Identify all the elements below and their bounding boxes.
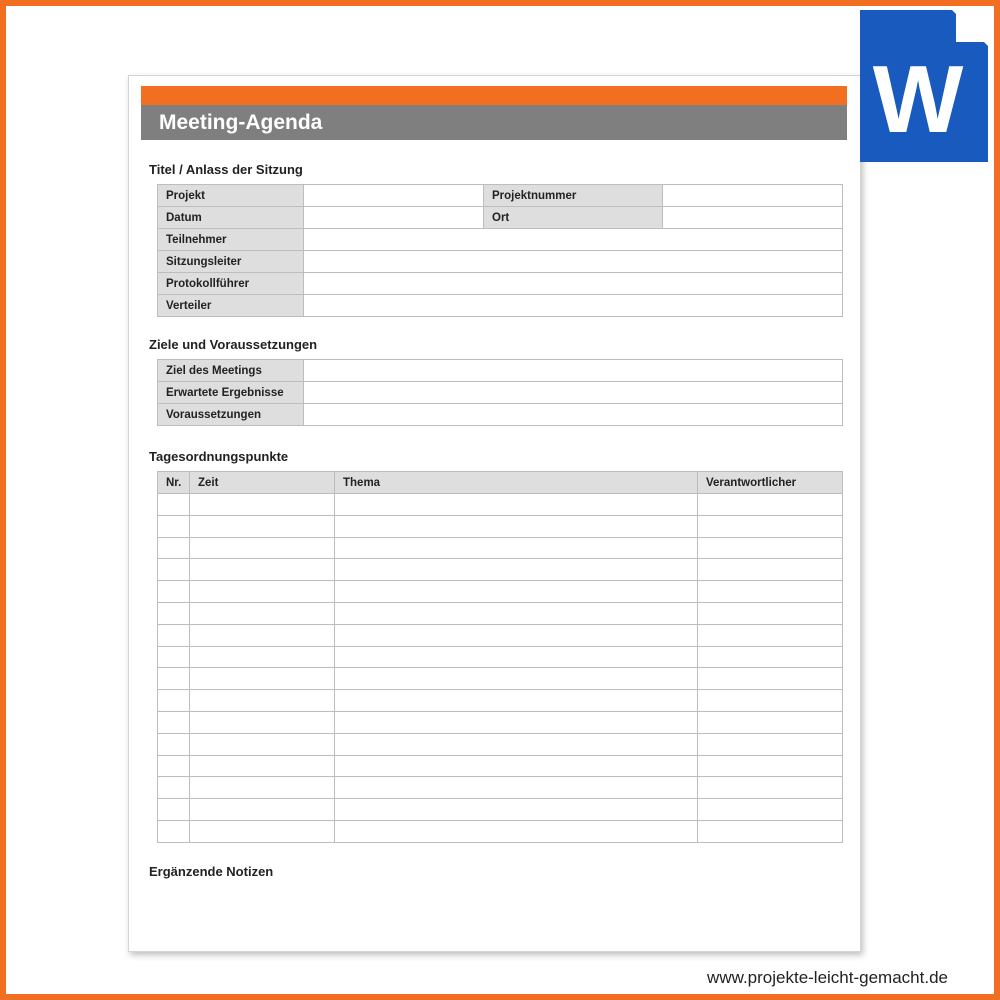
section-title-anlass: Titel / Anlass der Sitzung — [149, 162, 303, 177]
agenda-cell-thema[interactable] — [335, 624, 698, 646]
agenda-cell-zeit[interactable] — [190, 646, 335, 668]
field-sitzungsleiter[interactable] — [304, 251, 843, 273]
table-row — [158, 777, 843, 799]
table-row — [158, 711, 843, 733]
agenda-cell-thema[interactable] — [335, 820, 698, 842]
label-voraussetzungen: Voraussetzungen — [158, 404, 304, 426]
agenda-cell-thema[interactable] — [335, 777, 698, 799]
agenda-cell-zeit[interactable] — [190, 581, 335, 603]
agenda-cell-verantwortlicher[interactable] — [698, 624, 843, 646]
table-row — [158, 602, 843, 624]
field-protokollfuehrer[interactable] — [304, 273, 843, 295]
agenda-cell-zeit[interactable] — [190, 494, 335, 516]
agenda-cell-thema[interactable] — [335, 733, 698, 755]
agenda-cell-verantwortlicher[interactable] — [698, 690, 843, 712]
agenda-cell-zeit[interactable] — [190, 668, 335, 690]
agenda-cell-verantwortlicher[interactable] — [698, 537, 843, 559]
agenda-cell-verantwortlicher[interactable] — [698, 755, 843, 777]
agenda-cell-thema[interactable] — [335, 668, 698, 690]
table-row — [158, 755, 843, 777]
agenda-cell-thema[interactable] — [335, 515, 698, 537]
table-row — [158, 404, 843, 426]
table-row — [158, 207, 843, 229]
table-row — [158, 185, 843, 207]
agenda-cell-nr[interactable] — [158, 799, 190, 821]
label-ort: Ort — [484, 207, 663, 229]
agenda-cell-thema[interactable] — [335, 755, 698, 777]
agenda-cell-verantwortlicher[interactable] — [698, 711, 843, 733]
agenda-cell-zeit[interactable] — [190, 820, 335, 842]
agenda-cell-thema[interactable] — [335, 602, 698, 624]
agenda-cell-nr[interactable] — [158, 581, 190, 603]
table-row — [158, 559, 843, 581]
field-ort[interactable] — [663, 207, 843, 229]
agenda-cell-nr[interactable] — [158, 777, 190, 799]
agenda-body — [158, 494, 843, 843]
agenda-cell-zeit[interactable] — [190, 602, 335, 624]
label-protokollfuehrer: Protokollführer — [158, 273, 304, 295]
agenda-cell-zeit[interactable] — [190, 690, 335, 712]
agenda-cell-nr[interactable] — [158, 733, 190, 755]
agenda-table — [157, 471, 843, 843]
table-row — [158, 799, 843, 821]
agenda-cell-nr[interactable] — [158, 668, 190, 690]
agenda-cell-zeit[interactable] — [190, 537, 335, 559]
column-header-nr: Nr. — [158, 472, 190, 494]
field-verteiler[interactable] — [304, 295, 843, 317]
agenda-cell-verantwortlicher[interactable] — [698, 559, 843, 581]
field-ziel[interactable] — [304, 360, 843, 382]
agenda-cell-thema[interactable] — [335, 711, 698, 733]
label-ziel: Ziel des Meetings — [158, 360, 304, 382]
agenda-cell-verantwortlicher[interactable] — [698, 602, 843, 624]
agenda-cell-thema[interactable] — [335, 690, 698, 712]
agenda-cell-nr[interactable] — [158, 515, 190, 537]
title-bar — [141, 105, 847, 140]
column-header-verantwortlicher: Verantwortlicher — [698, 472, 843, 494]
agenda-cell-zeit[interactable] — [190, 559, 335, 581]
agenda-cell-nr[interactable] — [158, 711, 190, 733]
agenda-cell-zeit[interactable] — [190, 733, 335, 755]
agenda-header-row — [158, 472, 843, 494]
column-header-thema: Thema — [335, 472, 698, 494]
table-row — [158, 733, 843, 755]
meeting-info-table — [157, 184, 843, 317]
agenda-cell-verantwortlicher[interactable] — [698, 668, 843, 690]
agenda-cell-nr[interactable] — [158, 755, 190, 777]
agenda-cell-verantwortlicher[interactable] — [698, 646, 843, 668]
word-document-icon — [860, 10, 988, 162]
agenda-cell-thema[interactable] — [335, 581, 698, 603]
table-row — [158, 382, 843, 404]
agenda-cell-zeit[interactable] — [190, 624, 335, 646]
label-verteiler: Verteiler — [158, 295, 304, 317]
label-projektnummer: Projektnummer — [484, 185, 663, 207]
agenda-cell-nr[interactable] — [158, 624, 190, 646]
document-title: Meeting-Agenda — [159, 110, 323, 134]
field-voraussetzungen[interactable] — [304, 404, 843, 426]
section-title-ziele: Ziele und Voraussetzungen — [149, 337, 318, 352]
agenda-cell-zeit[interactable] — [190, 799, 335, 821]
label-sitzungsleiter: Sitzungsleiter — [158, 251, 304, 273]
table-row — [158, 581, 843, 603]
label-ergebnisse: Erwartete Ergebnisse — [158, 382, 304, 404]
agenda-cell-nr[interactable] — [158, 646, 190, 668]
agenda-cell-verantwortlicher[interactable] — [698, 777, 843, 799]
agenda-cell-thema[interactable] — [335, 559, 698, 581]
table-row — [158, 494, 843, 516]
agenda-cell-nr[interactable] — [158, 820, 190, 842]
table-row — [158, 295, 843, 317]
table-row — [158, 820, 843, 842]
agenda-cell-verantwortlicher[interactable] — [698, 799, 843, 821]
agenda-cell-zeit[interactable] — [190, 711, 335, 733]
agenda-cell-zeit[interactable] — [190, 755, 335, 777]
table-row — [158, 251, 843, 273]
agenda-cell-nr[interactable] — [158, 559, 190, 581]
agenda-cell-nr[interactable] — [158, 494, 190, 516]
agenda-cell-nr[interactable] — [158, 602, 190, 624]
agenda-cell-thema[interactable] — [335, 494, 698, 516]
field-ergebnisse[interactable] — [304, 382, 843, 404]
agenda-cell-thema[interactable] — [335, 646, 698, 668]
table-row — [158, 646, 843, 668]
table-row — [158, 273, 843, 295]
label-projekt: Projekt — [158, 185, 304, 207]
agenda-cell-verantwortlicher[interactable] — [698, 733, 843, 755]
agenda-cell-zeit[interactable] — [190, 777, 335, 799]
word-logo-letter: W — [872, 46, 964, 153]
agenda-cell-thema[interactable] — [335, 799, 698, 821]
field-teilnehmer[interactable] — [304, 229, 843, 251]
column-header-zeit: Zeit — [190, 472, 335, 494]
agenda-cell-thema[interactable] — [335, 537, 698, 559]
table-row — [158, 229, 843, 251]
agenda-cell-zeit[interactable] — [190, 515, 335, 537]
goals-table — [157, 359, 843, 426]
section-title-notizen: Ergänzende Notizen — [149, 864, 274, 879]
agenda-cell-verantwortlicher[interactable] — [698, 515, 843, 537]
table-row — [158, 360, 843, 382]
label-teilnehmer: Teilnehmer — [158, 229, 304, 251]
agenda-cell-nr[interactable] — [158, 537, 190, 559]
agenda-cell-verantwortlicher[interactable] — [698, 494, 843, 516]
agenda-cell-verantwortlicher[interactable] — [698, 581, 843, 603]
field-datum[interactable] — [304, 207, 484, 229]
agenda-cell-verantwortlicher[interactable] — [698, 820, 843, 842]
section-title-tagesordnung: Tagesordnungspunkte — [149, 449, 289, 464]
label-datum: Datum — [158, 207, 304, 229]
field-projektnummer[interactable] — [663, 185, 843, 207]
table-row — [158, 690, 843, 712]
table-row — [158, 624, 843, 646]
orange-header-band — [141, 86, 847, 105]
agenda-cell-nr[interactable] — [158, 690, 190, 712]
footer-url[interactable]: www.projekte-leicht-gemacht.de — [707, 968, 948, 987]
table-row — [158, 537, 843, 559]
table-row — [158, 515, 843, 537]
document-page — [128, 75, 861, 952]
field-projekt[interactable] — [304, 185, 484, 207]
table-row — [158, 668, 843, 690]
